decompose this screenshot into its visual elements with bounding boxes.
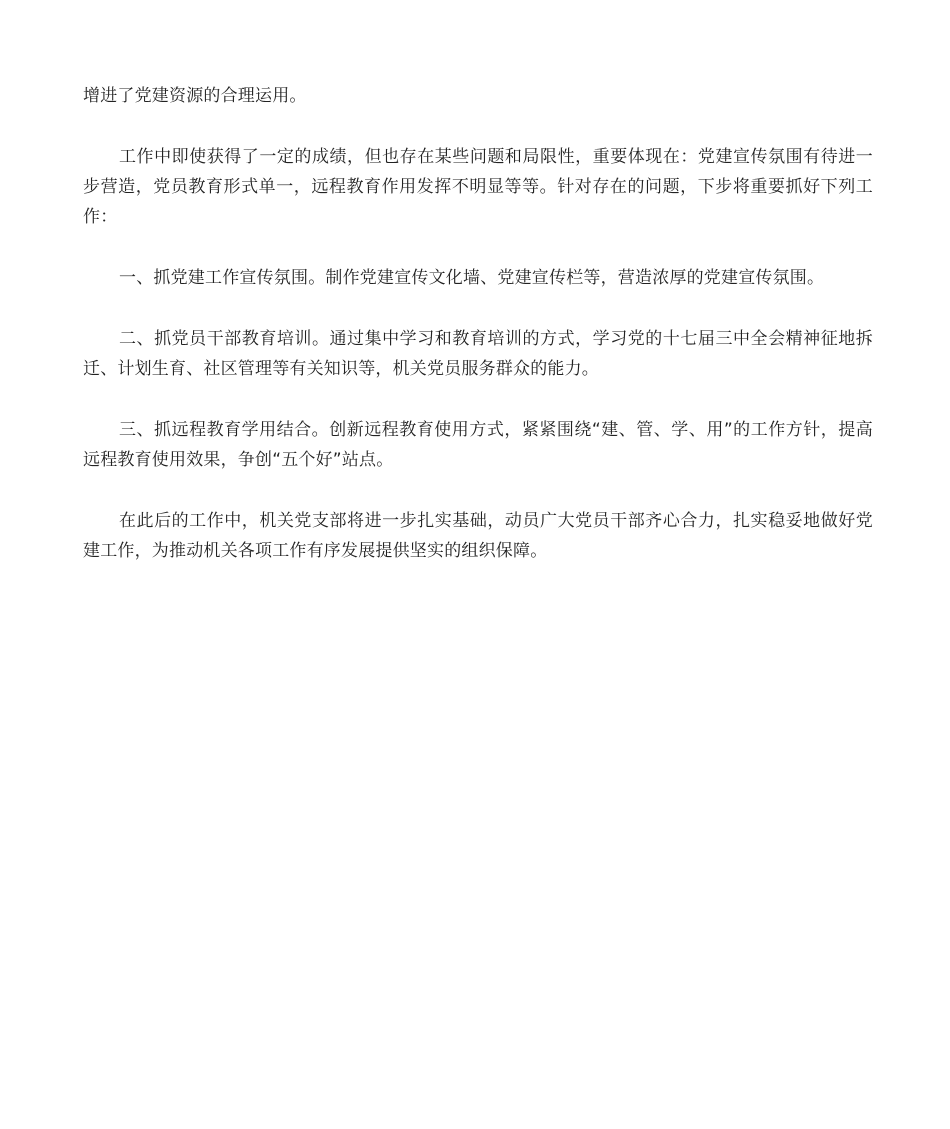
paragraph-conclusion: 在此后的工作中，机关党支部将进一步扎实基础，动员广大党员干部齐心合力，扎实稳妥地做好党建工作，为推动机关各项工作有序发展提供坚实的组织保障。 — [83, 511, 873, 561]
paragraph-continuation: 增进了党建资源的合理运用。 — [83, 86, 307, 106]
paragraph-item-one: 一、抓党建工作宣传氛围。制作党建宣传文化墙、党建宣传栏等，营造浓厚的党建宣传氛围。 — [119, 268, 825, 288]
paragraph-item-three: 三、抓远程教育学用结合。创新远程教育使用方式，紧紧围绕“建、管、学、用”的工作方针，提高远程教育使用效果，争创“五个好”站点。 — [83, 420, 873, 470]
document-body — [83, 81, 873, 597]
paragraph-problems: 工作中即使获得了一定的成绩，但也存在某些问题和局限性，重要体现在：党建宣传氛围有待进一步营造，党员教育形式单一，远程教育作用发挥不明显等等。针对存在的问题，下步将重要抓好下列工作： — [83, 147, 873, 227]
paragraph-item-two: 二、抓党员干部教育培训。通过集中学习和教育培训的方式，学习党的十七届三中全会精神征地拆迁、计划生育、社区管理等有关知识等，机关党员服务群众的能力。 — [83, 329, 873, 379]
